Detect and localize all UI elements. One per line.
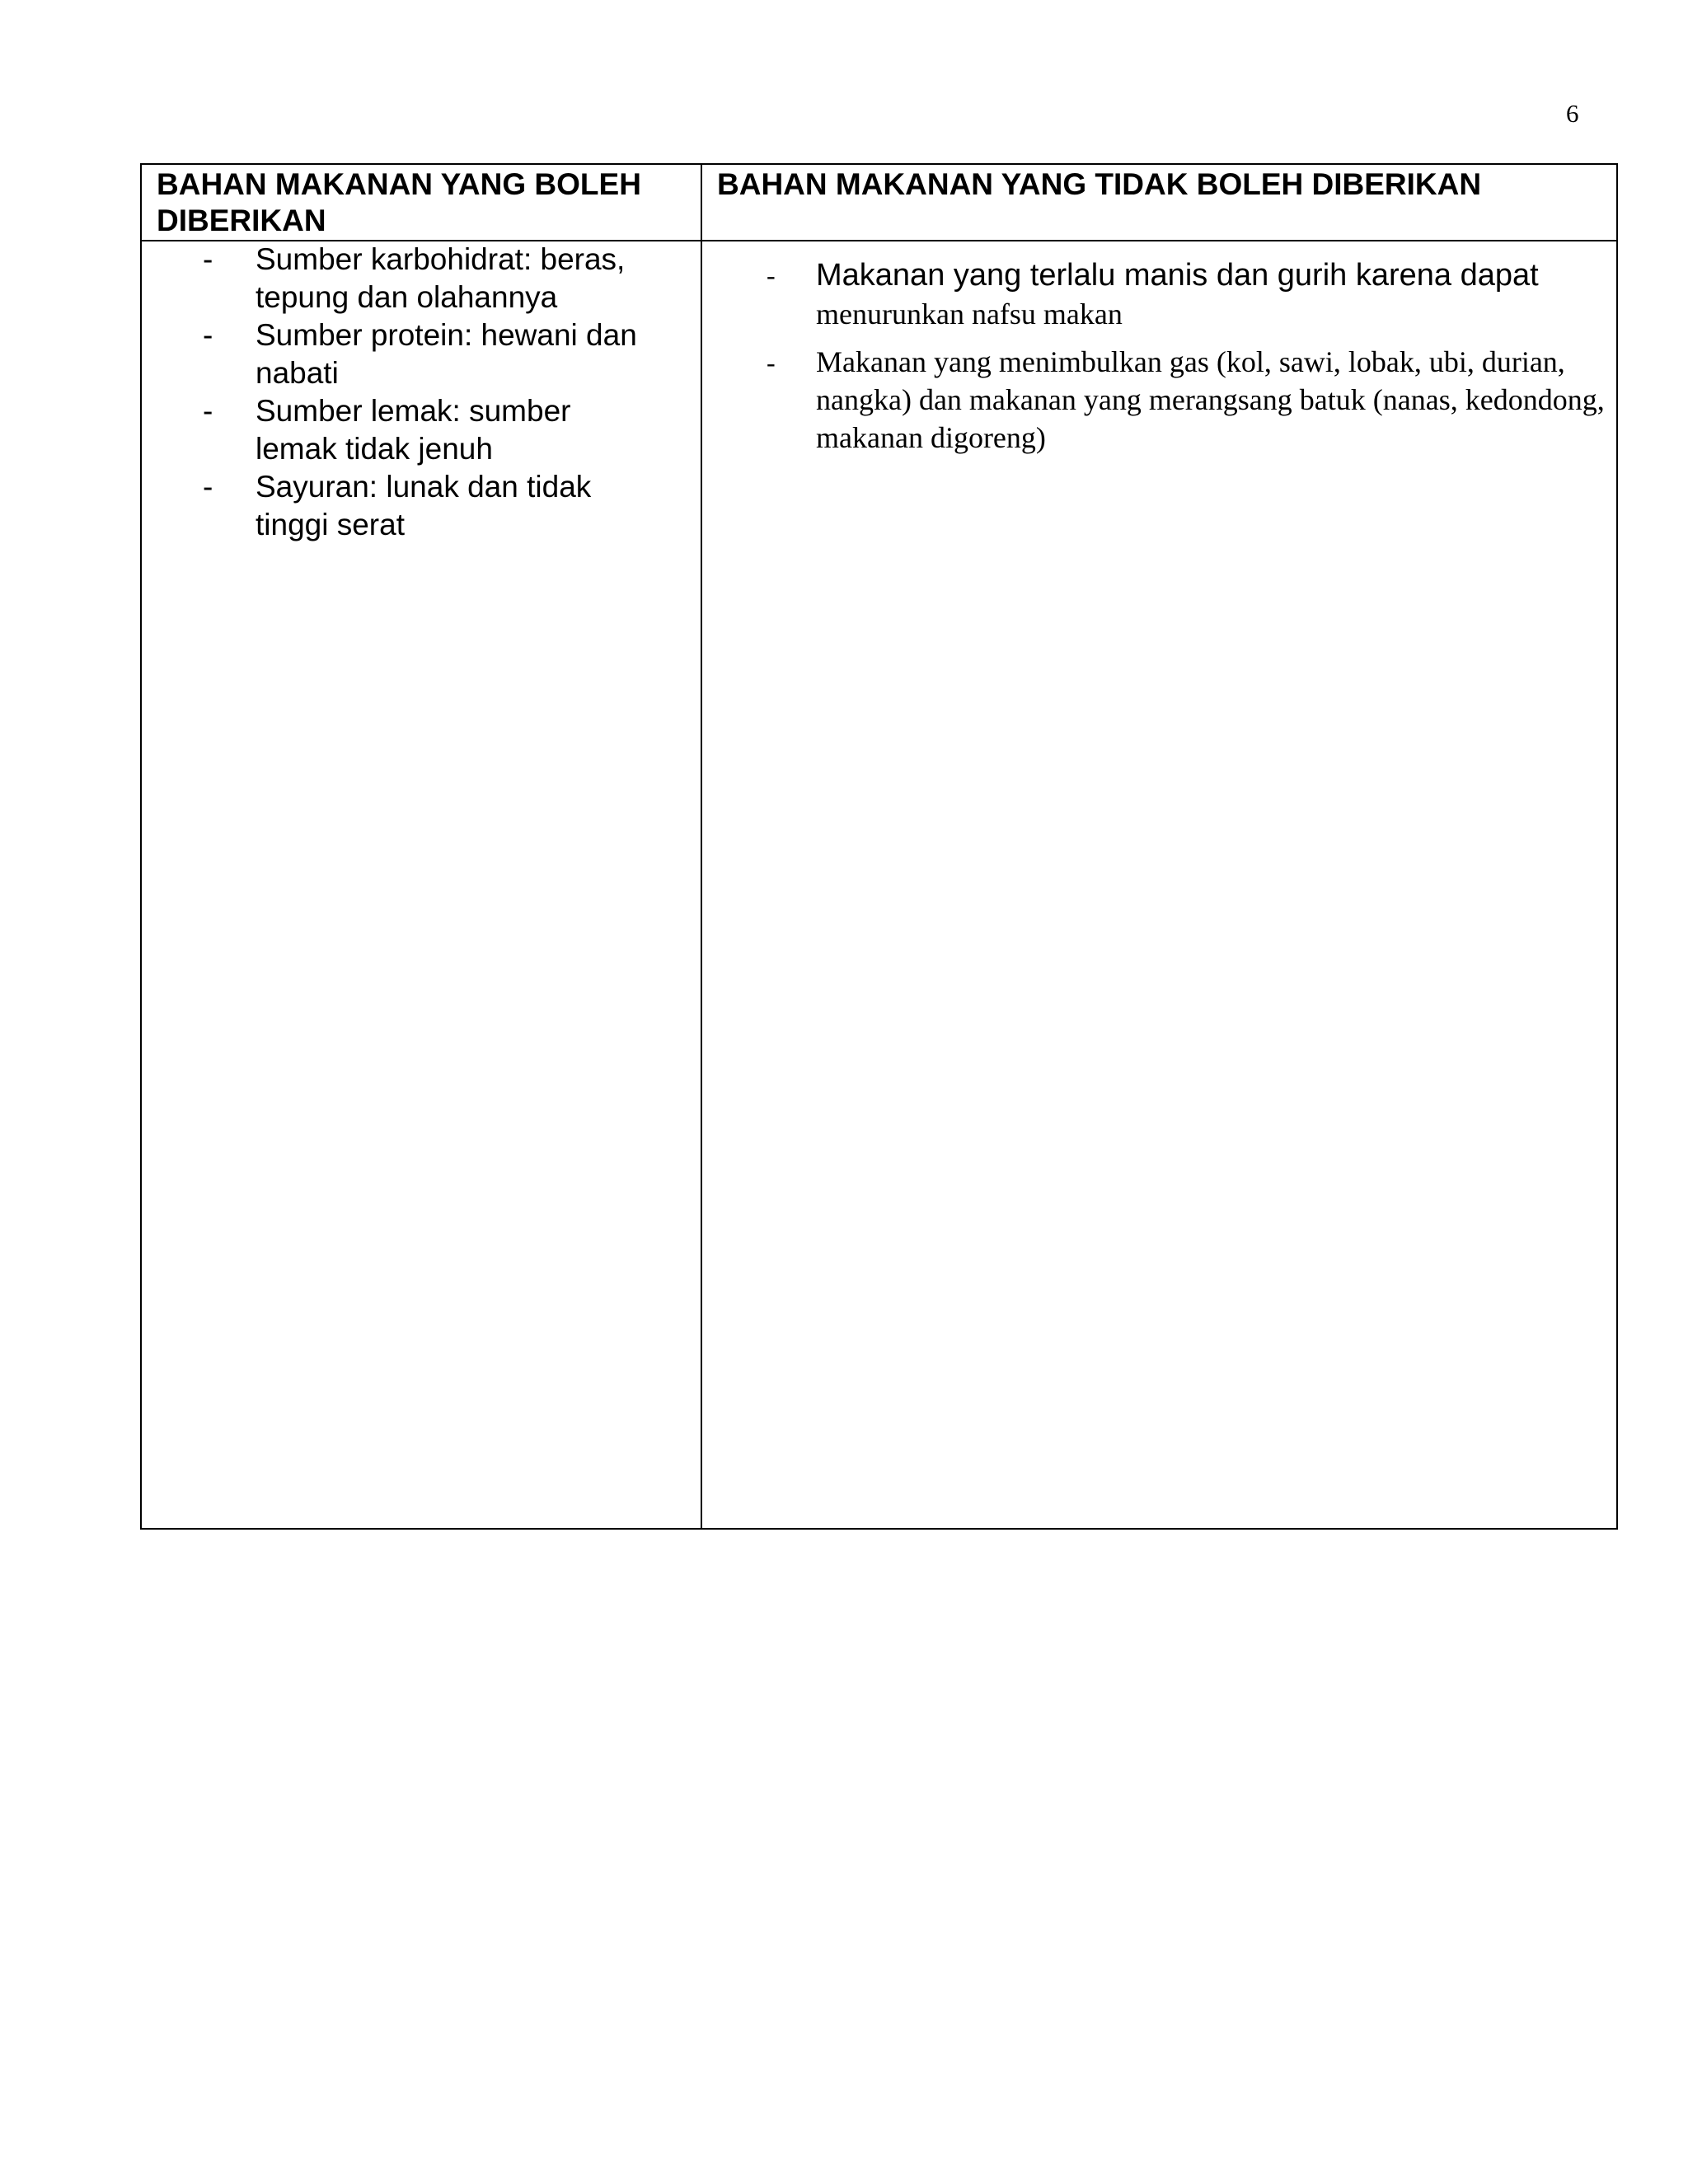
allowed-foods-header: BAHAN MAKANAN YANG BOLEH DIBERIKAN <box>157 167 641 237</box>
list-item <box>702 343 1607 457</box>
not-allowed-foods-header: BAHAN MAKANAN YANG TIDAK BOLEH DIBERIKAN <box>717 167 1482 201</box>
list-item <box>142 316 651 392</box>
allowed-foods-list <box>142 241 699 544</box>
list-item-text: Sumber protein: hewani dan nabati <box>256 318 637 390</box>
list-item <box>702 255 1607 333</box>
page-number: 6 <box>1566 99 1579 128</box>
list-item-text: Sumber karbohidrat: beras, tepung dan olahannya <box>256 242 626 314</box>
bullet-dash: - <box>767 260 776 290</box>
list-item-text: Sumber lemak: sumber lemak tidak jenuh <box>256 394 571 466</box>
list-item <box>142 468 651 544</box>
bullet-dash: - <box>203 470 213 504</box>
list-item <box>142 241 651 316</box>
bullet-dash: - <box>203 318 213 352</box>
list-item <box>142 392 651 468</box>
list-item-text: Makanan yang menimbulkan gas (kol, sawi, lobak, ubi, durian, nangka) dan makanan yang merangsang batuk (nanas, kedondong, makanan digoreng) <box>816 345 1605 454</box>
list-item-text-continuation: menurunkan nafsu makan <box>816 298 1123 330</box>
not-allowed-foods-list <box>702 255 1617 457</box>
list-item-text-first-line: Makanan yang terlalu manis dan gurih karena dapat <box>816 258 1539 293</box>
bullet-dash: - <box>767 348 776 377</box>
list-item-text: Sayuran: lunak dan tidak tinggi serat <box>256 470 592 541</box>
bullet-dash: - <box>203 394 213 428</box>
bullet-dash: - <box>203 242 213 276</box>
food-table <box>140 163 1618 1530</box>
